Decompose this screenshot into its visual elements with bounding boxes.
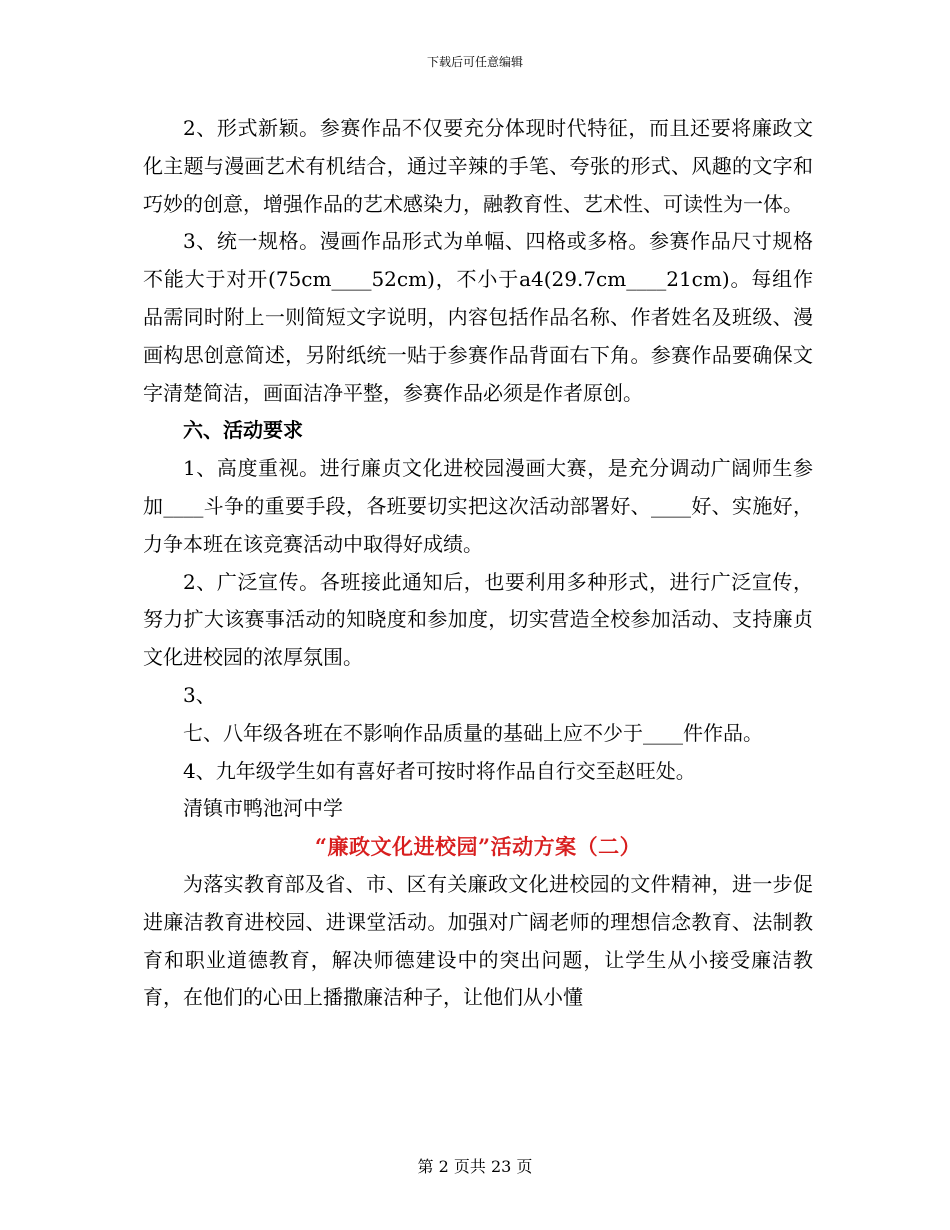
paragraph-grade-9: 4、九年级学生如有喜好者可按时将作品自行交至赵旺处。	[183, 758, 696, 783]
paragraph-wide-publicity: 2、广泛宣传。各班接此通知后，也要利用多种形式，进行广泛宣传，努力扩大该赛事活动的知晓度和参加度，切实营造全校参加活动、支持廉贞文化进校园的浓厚氛围。	[143, 569, 813, 670]
section-heading-requirements: 六、活动要求	[183, 418, 303, 443]
paragraph-grade-8: 七、八年级各班在不影响作品质量的基础上应不少于____件作品。	[183, 720, 763, 745]
document-body	[143, 110, 813, 1017]
paragraph-unified-spec: 3、统一规格。漫画作品形式为单幅、四格或多格。参赛作品尺寸规格不能大于对开(75cm____52cm)，不小于a4(29.7cm____21cm)。每组作品需同时附上一则简短文字说明，内容包括作品名称、作者姓名及班级、漫画构思创意简述，另附纸统一贴于参赛作品背面右下角。参赛作品要确保文字清楚简洁，画面洁净平整，参赛作品必须是作者原创。	[143, 229, 813, 405]
school-signature: 清镇市鸭池河中学	[183, 796, 343, 821]
paragraph-item-3: 3、	[183, 682, 216, 707]
section-title: “廉政文化进校园”活动方案（二）	[314, 834, 642, 860]
page-footer: 第 2 页共 23 页	[417, 1157, 533, 1176]
page-header: 下载后可任意编辑	[426, 55, 523, 69]
paragraph-high-attention: 1、高度重视。进行廉贞文化进校园漫画大赛，是充分调动广阔师生参加____斗争的重要手段，各班要切实把这次活动部署好、____好、实施好，力争本班在该竞赛活动中取得好成绩。	[143, 456, 813, 556]
paragraph-format-novel: 2、形式新颖。参赛作品不仅要充分体现时代特征，而且还要将廉政文化主题与漫画艺术有机结合，通过辛辣的手笔、夸张的形式、风趣的文字和巧妙的创意，增强作品的艺术感染力，融教育性、艺术性、可读性为一体。	[143, 116, 813, 216]
intro-paragraph: 为落实教育部及省、市、区有关廉政文化进校园的文件精神，进一步促进廉洁教育进校园、进课堂活动。加强对广阔老师的理想信念教育、法制教育和职业道德教育，解决师德建设中的突出问题，让学生从小接受廉洁教育，在他们的心田上播撒廉洁种子，让他们从小懂	[143, 871, 813, 1010]
